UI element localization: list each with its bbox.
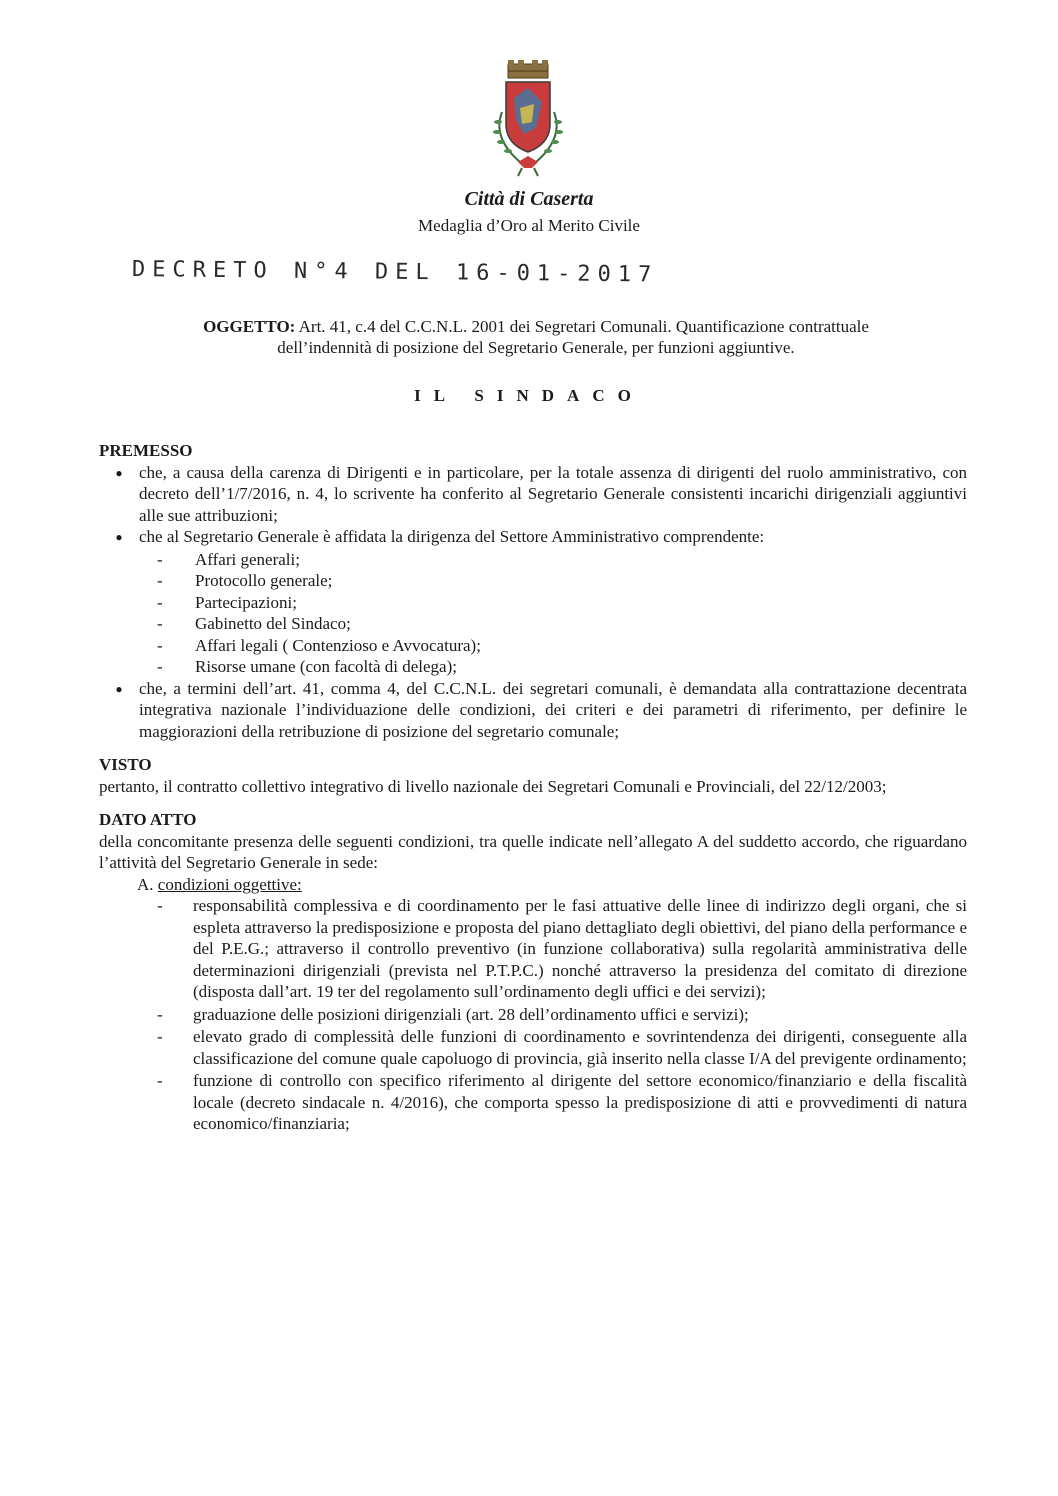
conditions-list [157,895,967,1135]
dash-icon: - [157,592,163,612]
list-item: - Risorse umane (con facoltà di delega); [157,657,457,676]
bullet-dot-icon: ● [115,681,123,696]
subject-line-1: Art. 41, c.4 del C.C.N.L. 2001 dei Segretari Comunali. Quantificazione contrattuale [295,317,869,336]
bullet-dot-icon: ● [115,465,123,480]
bullet-dot-icon: ● [115,530,123,544]
coat-of-arms-crest [478,58,578,178]
subject-block [96,316,976,358]
subject-label: OGGETTO: [203,317,296,336]
visto-text: pertanto, il contratto collettivo integrativo di livello nazionale dei Segretari Comunali e Provinciali, del 22/12/2003; [99,776,887,796]
dato-atto-text: della concomitante presenza delle seguenti condizioni, tra quelle indicate nell’allegato A del suddetto accordo, che riguardano l’attività del Segretario Generale in sede: [99,831,967,872]
subject-line-2: dell’indennità di posizione del Segretario Generale, per funzioni aggiuntive. [277,338,795,357]
list-item: - Protocollo generale; [157,571,333,590]
list-item: - funzione di controllo con specifico riferimento al dirigente del settore economico/finanziario e della fiscalità locale (decreto sindacale n. 4/2016), che comporta spesso la predisposizione di atti e provvedimenti di natura economico/finanziaria; [157,1071,967,1133]
list-item: - responsabilità complessiva e di coordinamento per le fasi attuative delle linee di indirizzo degli organi, che si espleta attraverso la predisposizione e proposta del piano dettagliato degli obiettivi, del piano della performance e del P.E.G.; attraverso il controllo preventivo (in funzione collaborativa) sulla regolarità amministrativa delle determinazioni dirigenziali (prevista nel P.T.P.C.) nonché attraverso la presidenza del comitato di direzione (disposta dall’art. 19 ter del regolamento sull’ordinamento degli uffici e dei servizi); [157,896,967,1001]
dash-icon: - [157,571,163,590]
section-title-premesso: PREMESSO [99,441,193,460]
dash-icon: - [157,635,163,655]
list-item: - Affari legali ( Contenzioso e Avvocatura); [157,635,481,655]
premesso-bullet: ● che al Segretario Generale è affidata la dirigenza del Settore Amministrativo comprendente: [99,526,967,549]
dash-icon: - [157,896,163,915]
sub-letter: A. [137,874,154,894]
premesso-bullet: ● che, a causa della carenza di Dirigenti e in particolare, per la totale assenza di dirigenti del ruolo amministrativo, con decreto dell’1/7/2016, n. 4, lo scrivente ha conferito al Segretario Generale consistenti incarichi dirigenziali aggiuntivi alle sue attribuzioni; [99,462,967,527]
list-item: - Affari generali; [157,549,300,569]
section-title-visto: VISTO [99,755,152,774]
heading-il-sindaco: IL SINDACO [414,386,644,405]
dash-icon: - [157,657,163,676]
sub-label: condizioni oggettive: [157,874,302,894]
list-item: - graduazione delle posizioni dirigenziali (art. 28 dell’ordinamento uffici e servizi); [157,1004,749,1024]
document-body [99,440,967,1136]
dash-icon: - [157,1071,163,1090]
sub-heading-condizioni [137,874,967,896]
city-name: Città di Caserta [464,188,594,210]
dash-icon: - [157,549,163,569]
premesso-bullet: ● che, a termini dell’art. 41, comma 4, del C.C.N.L. dei segretari comunali, è demandata alla contrattazione decentrata integrativa nazionale l’individuazione delle condizioni, dei criteri e dei parametri di riferimento, per definire le maggiorazioni della retribuzione di posizione del segretario comunale; [99,678,967,743]
list-item: - Partecipazioni; [157,592,297,612]
section-title-dato-atto: DATO ATTO [99,810,197,829]
dash-icon: - [157,1027,163,1046]
list-item: - Gabinetto del Sindaco; [157,614,351,633]
list-item: - elevato grado di complessità delle funzioni di coordinamento e sovrintendenza dei dirigenti, conseguente alla classificazione del comune quale capoluogo di provincia, già inserito nella classe I/A del previgente ordinamento; [157,1027,967,1068]
decree-number-handwritten: DECRETO N°4 DEL 16-01-2017 [131,257,659,288]
dash-icon: - [157,1004,163,1024]
medal-subtitle: Medaglia d’Oro al Merito Civile [418,216,640,235]
dash-icon: - [157,614,163,633]
sector-list [157,549,967,678]
